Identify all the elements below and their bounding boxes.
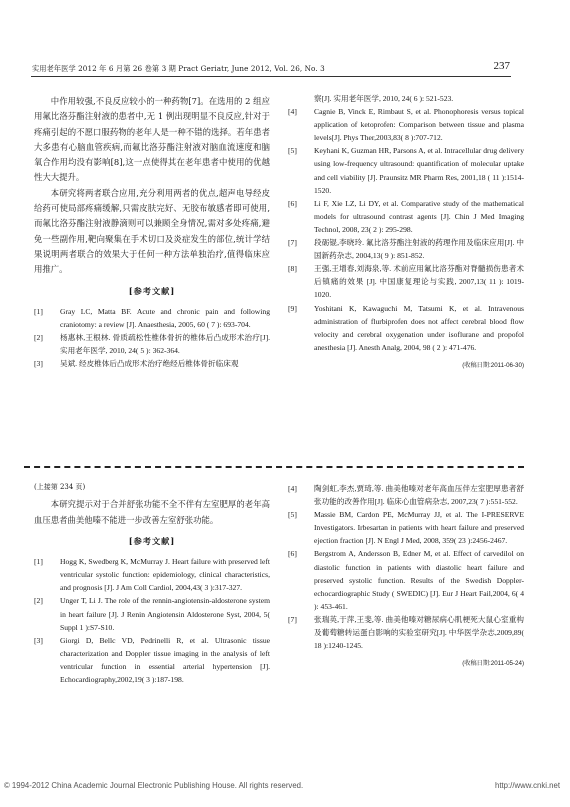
reference-text: Yoshitani K, Kawaguchi M, Tatsumi K, et al. Intravenous administration of flurbiprofen does not affect cerebral blood flow velocity and cerebral oxygenation under isoflurane and propofol anesthesia [J]. Anesth Analg, 2004, 98 ( 2 ): 471-476. (314, 303, 524, 352)
reference-item (34, 634, 270, 686)
reference-number: [8] (288, 264, 297, 274)
reference-text: Bergstrom A, Andersson B, Edner M, et al. Effect of carvedilol on diastolic function in patients with diastolic heart failure and preserved systolic function. Results of the Swedish Doppler-echocardiographic Study ( SWEDIC) [J]. Eur J Heart Fail,2004, 6( 4 ): 453-461. (314, 549, 524, 611)
reference-item (34, 305, 270, 331)
reference-text: Cagnie B, Vinck E, Rimbaut S, et al. Phonophoresis versus topical application of ketoprofen: Comparison between tissue and plasma levels[J]. Phys Ther,2003,83( 8 ):707-712. (314, 107, 524, 143)
reference-text: 吴斌. 经皮椎体后凸成形术治疗绝经后椎体骨折临床观 (60, 359, 239, 369)
reference-number: [2] (34, 596, 43, 606)
reference-item (288, 547, 524, 612)
reference-item (288, 197, 524, 236)
reference-text: 陶剑虹,李杰,贾琦,等. 曲美他嗪对老年高血压伴左室肥厚患者舒张功能的改善作用[J]. 临床心血管病杂志, 2007,23( 7 ):551-552. (314, 484, 524, 507)
reference-item (34, 357, 270, 370)
upper-left-column (34, 94, 270, 370)
reference-item (288, 482, 524, 508)
reference-text: Giorgi D, Bellc VD, Pedrinelli R, et al. Ultrasonic tissue characterization and Doppler tissue imaging in the analysis of left ventricular function in essential arterial hypertension [J]. Echocardiography,2002,19( 3 ):187-198. (60, 635, 270, 685)
journal-header: 实用老年医学 2012 年 6 月第 26 卷第 3 期 Pract Geriatr, June 2012, Vol. 26, No. 3 (32, 64, 325, 73)
reference-number: [1] (34, 557, 43, 567)
upper-right-column (288, 92, 524, 373)
copyright-notice: © 1994-2012 China Academic Journal Electronic Publishing House. All rights reserved. (4, 781, 304, 790)
reference-number: [5] (288, 146, 297, 156)
reference-item (288, 302, 524, 354)
reference-text: Hogg K, Swedberg K, McMurray J. Heart failure with preserved left ventricular systolic function: epidemiology, clinical characteristics, and prognosis [J]. J Am Coll Cardiol, 2004,43( 3 ):317-327. (60, 557, 270, 593)
lower-left-column (34, 480, 270, 686)
body-paragraph: 本研究提示对于合并舒张功能不全不伴有左室肥厚的老年高血压患者曲美他嗪不能进一步改善左室舒张功能。 (34, 499, 270, 525)
reference-number: [6] (288, 549, 297, 559)
received-date: (收稿日期:2011-06-30) (462, 361, 524, 369)
section-divider (24, 466, 524, 468)
reference-item (34, 331, 270, 357)
reference-text: Massie BM, Cardon PE, McMurray JJ, et al. The I-PRESERVE Investigators. Irbesartan in patients with heart failure and preserved ejection fraction [J]. N Engl J Med, 2008, 359( 23 ):2456-2467. (314, 510, 524, 546)
reference-number: [2] (34, 333, 43, 343)
reference-number: [9] (288, 303, 297, 313)
reference-item (288, 144, 524, 196)
reference-text: Li F, Xie LZ, Li DY, et al. Comparative study of the mathematical models for ultrasound contrast agents [J]. Chin J Med Imaging Technol, 2008, 23( 2 ): 295-298. (314, 198, 524, 234)
reference-number: [7] (288, 238, 297, 248)
references-heading: [参考文献] (128, 285, 176, 296)
reference-number: [7] (288, 614, 297, 624)
reference-text: 张瑞英,于萍,王斐,等. 曲美他嗪对糖尿病心肌梗死大鼠心室重构及葡萄糖转运蛋白影响的实验室研究[J]. 中华医学杂志,2009,89( 18 ):1240-1245. (314, 614, 524, 651)
lower-right-column (288, 482, 524, 672)
reference-text: Unger T, Li J. The role of the rennin-angiotensin-aldosterone system in heart failure [J]. J Renin Angiotensin Aldosterone Syst, 2004, 5( Suppl 1 ):S7-S10. (60, 596, 270, 632)
reference-text: Gray LC, Matta BF. Acute and chronic pain and following craniotomy: a review [J]. Anaesthesia, 2005, 60 ( 7 ): 693-704. (60, 306, 270, 329)
header-rule (31, 76, 511, 77)
reference-number: [4] (288, 107, 297, 117)
reference-item (34, 555, 270, 594)
reference-number (288, 92, 314, 105)
reference-number: [5] (288, 510, 297, 520)
reference-item (288, 105, 524, 144)
reference-text: 察[J]. 实用老年医学, 2010, 24( 6 ): 521-523. (314, 94, 454, 103)
reference-item (288, 613, 524, 652)
body-paragraph: 中作用较强,不良反应较小的一种药物[7]。在选用的 2 组应用氟比洛芬酯注射液的患者中,无 1 例出现明显不良反应,针对于疼痛引起的不愿口服药物的老年人是一种不错的选择。若年患者大多患有心脑血管疾病,而氟比洛芬酯注射液对脑血流速度和脑氧合作用均没有影响[8],这一点使得其在老年患者中使用的优越性大大提升。 (34, 96, 270, 183)
references-heading: [参考文献] (128, 535, 176, 546)
reference-number: [3] (34, 359, 43, 369)
reference-number: [6] (288, 198, 297, 208)
reference-text: 杨惠林,王根林. 骨质疏松性椎体骨折的椎体后凸成形术治疗[J]. 实用老年医学, 2010, 24( 5 ): 362-364. (60, 333, 270, 356)
reference-item (288, 262, 524, 301)
reference-number: [1] (34, 306, 43, 316)
reference-text: 段砺锟,李晓玲. 氟比洛芬酯注射液的药理作用及临床应用[J]. 中国新药杂志, 2004,13( 9 ): 851-852. (314, 238, 524, 261)
received-date: (收稿日期:2011-05-24) (462, 660, 524, 668)
reference-item (288, 508, 524, 547)
body-paragraph: 本研究将两者联合应用,充分利用两者的优点,超声电导经皮给药可使局部疼痛缓解,只需皮肤完好、无胶布敏感者即可使用,而氟比洛芬酯注射液静滴则可以兼顾全身情况,需对多处疼痛,避免一些副作用,靶向聚集在手术切口及炎症发生的部位,统计学结果说明两者联合的效果大于任何一种方法单独治疗,值得临床应用推广。 (34, 187, 270, 275)
reference-text: Keyhani K, Guzman HR, Parsons A, et al. Intracellular drug delivery using low-frequency ultrasound: quantification of molecular uptake and cell viability [J]. Praunsitz MR Pharm Res, 2001,18 ( 11 ):1514-1520. (314, 146, 524, 195)
reference-item (288, 236, 524, 262)
cnki-link[interactable]: http://www.cnki.net (494, 781, 560, 790)
reference-number: [4] (288, 484, 297, 493)
continued-from-note: (上接第 234 页) (34, 483, 86, 491)
reference-text: 王强,王增春,刘海泉,等. 术前应用氟比洛芬酯对脊髓损伤患者术后镇痛的效果 [J]. 中国康复理论与实践, 2007,13( 11 ): 1019-1020. (314, 264, 524, 300)
reference-item (288, 92, 524, 105)
page-number: 237 (493, 60, 510, 72)
reference-number: [3] (34, 635, 43, 645)
reference-item (34, 594, 270, 633)
